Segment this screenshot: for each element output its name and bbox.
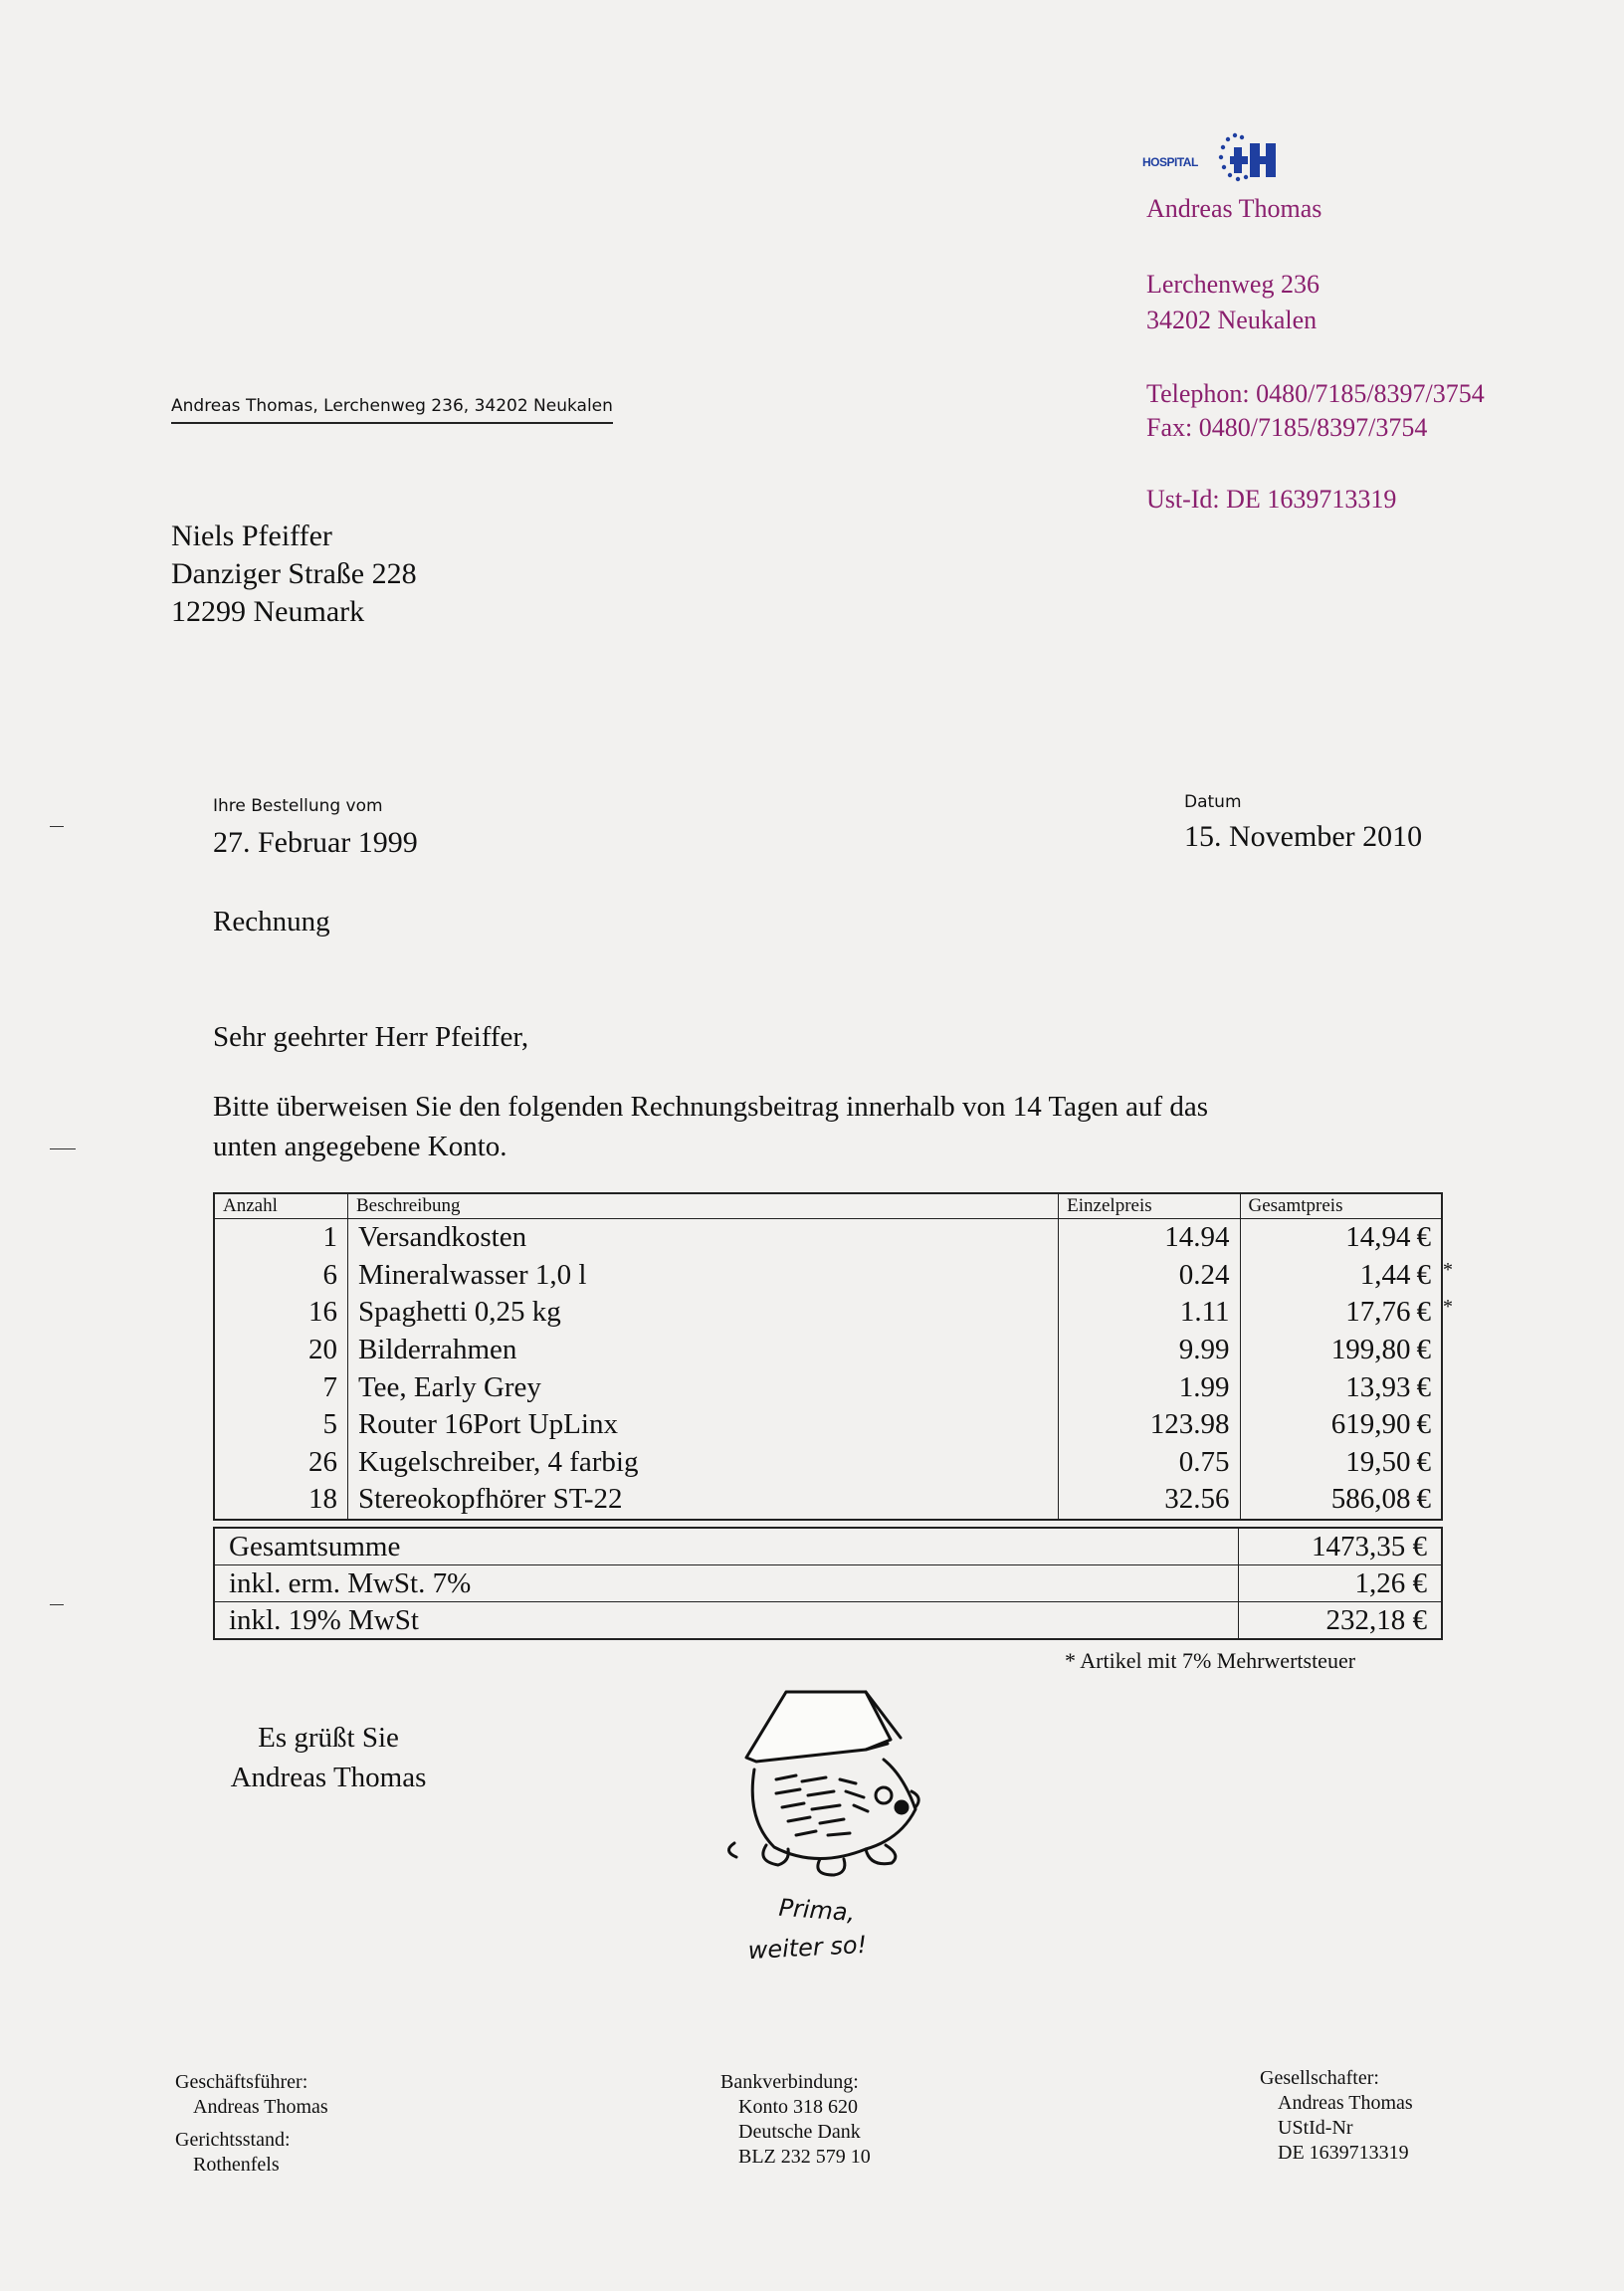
footer-court-label: Gerichtsstand:	[175, 2129, 291, 2151]
table-row	[214, 1219, 1442, 1257]
date-label: Datum	[1184, 792, 1242, 812]
cell-total-price	[1240, 1481, 1442, 1520]
table-row	[214, 1406, 1442, 1444]
cell-total-price	[1240, 1257, 1453, 1295]
euro-sign: €	[1416, 1296, 1431, 1329]
cell-quantity: 5	[214, 1406, 347, 1444]
cell-total-price	[1240, 1219, 1442, 1257]
cell-quantity: 18	[214, 1481, 347, 1520]
cell-total-price	[1240, 1368, 1442, 1406]
summary-row-vat19	[214, 1602, 1442, 1640]
vat19-label: inkl. 19% MwSt	[214, 1602, 1239, 1640]
closing-line-1: Es grüßt Sie	[258, 1722, 399, 1754]
footer-bank-label: Bankverbindung:	[720, 2071, 859, 2093]
recipient-city: 12299 Neumark	[171, 595, 365, 628]
item-rows	[214, 1219, 1453, 1520]
euro-sign: €	[1416, 1221, 1431, 1254]
stamp-text-2: weiter so!	[746, 1930, 868, 1966]
cell-description: Bilderrahmen	[347, 1332, 1058, 1369]
hospital-cross-icon	[1218, 131, 1280, 187]
reduced-vat-marker: *	[1443, 1296, 1453, 1319]
summary-table	[213, 1527, 1443, 1640]
recipient-name: Niels Pfeiffer	[171, 520, 332, 552]
euro-sign: €	[1416, 1258, 1431, 1291]
return-address: Andreas Thomas, Lerchenweg 236, 34202 Neukalen	[171, 396, 613, 424]
footer-partner-label: Gesellschafter:	[1260, 2067, 1379, 2089]
table-row	[214, 1368, 1442, 1406]
header-description: Beschreibung	[347, 1193, 1058, 1219]
footer-manager: Andreas Thomas	[193, 2096, 328, 2118]
cell-total-price	[1240, 1444, 1442, 1482]
header-unit-price: Einzelpreis	[1059, 1193, 1240, 1219]
body-line-1: Bitte überweisen Sie den folgenden Rechnungsbeitrag innerhalb von 14 Tagen auf das	[213, 1091, 1209, 1123]
cell-total-price	[1240, 1406, 1442, 1444]
order-date: 27. Februar 1999	[213, 826, 418, 859]
footer-blz: BLZ 232 579 10	[738, 2146, 871, 2168]
sender-street: Lerchenweg 236	[1146, 270, 1320, 299]
total-label: Gesamtsumme	[214, 1528, 1239, 1565]
stamp-text-1: Prima,	[777, 1893, 857, 1927]
hospital-logo	[1142, 131, 1290, 187]
euro-sign: €	[1416, 1483, 1431, 1516]
footer-left	[175, 2070, 328, 2178]
cell-description: Stereokopfhörer ST-22	[347, 1481, 1058, 1520]
cell-unit-price: 1.99	[1059, 1368, 1240, 1406]
reduced-vat-marker: *	[1443, 1258, 1453, 1281]
closing	[213, 1718, 444, 1797]
hedgehog-icon	[716, 1680, 955, 1969]
total-amount: 586,08	[1330, 1483, 1411, 1516]
body-line-2: unten angegebene Konto.	[213, 1131, 508, 1162]
vat7-value: 1,26 €	[1239, 1565, 1443, 1602]
hedgehog-stamp	[716, 1680, 955, 1973]
total-amount: 199,80	[1330, 1334, 1411, 1366]
items-table	[213, 1192, 1453, 1521]
sender-fax: Fax: 0480/7185/8397/3754	[1146, 413, 1428, 442]
cell-unit-price: 14.94	[1059, 1219, 1240, 1257]
cell-unit-price: 0.24	[1059, 1257, 1240, 1295]
table-row	[214, 1481, 1442, 1520]
cell-quantity: 7	[214, 1368, 347, 1406]
footer-court: Rothenfels	[193, 2154, 280, 2176]
cell-unit-price: 123.98	[1059, 1406, 1240, 1444]
total-value: 1473,35 €	[1239, 1528, 1443, 1565]
subject: Rechnung	[213, 906, 330, 937]
euro-sign: €	[1416, 1370, 1431, 1403]
cell-description: Mineralwasser 1,0 l	[347, 1257, 1058, 1295]
cell-description: Spaghetti 0,25 kg	[347, 1294, 1058, 1332]
cell-quantity: 20	[214, 1332, 347, 1369]
table-header-row	[214, 1193, 1442, 1219]
footer-partner: Andreas Thomas	[1278, 2092, 1413, 2114]
cell-quantity: 16	[214, 1294, 347, 1332]
euro-sign: €	[1416, 1408, 1431, 1441]
punch-mark	[50, 1148, 76, 1149]
sender-name: Andreas Thomas	[1146, 194, 1322, 223]
summary-row-vat7	[214, 1565, 1442, 1602]
cell-description: Tee, Early Grey	[347, 1368, 1058, 1406]
vat7-label: inkl. erm. MwSt. 7%	[214, 1565, 1239, 1602]
cell-quantity: 6	[214, 1257, 347, 1295]
cell-total-price	[1240, 1332, 1442, 1369]
summary-row-total	[214, 1528, 1442, 1565]
total-amount: 13,93	[1345, 1370, 1411, 1403]
salutation: Sehr geehrter Herr Pfeiffer,	[213, 1021, 529, 1053]
invoice-date: 15. November 2010	[1184, 820, 1423, 853]
fold-mark	[50, 1604, 64, 1605]
table-row	[214, 1294, 1442, 1332]
table-row	[214, 1332, 1442, 1369]
logo-wordmark: HOSPITAL	[1142, 155, 1198, 169]
recipient-address	[171, 518, 417, 631]
cell-unit-price: 1.11	[1059, 1294, 1240, 1332]
euro-sign: €	[1416, 1445, 1431, 1478]
footer-bank-name: Deutsche Dank	[738, 2121, 861, 2143]
total-amount: 619,90	[1330, 1408, 1411, 1441]
footer-manager-label: Geschäftsführer:	[175, 2071, 308, 2093]
closing-signature: Andreas Thomas	[230, 1762, 427, 1793]
table-row	[214, 1257, 1442, 1295]
cell-unit-price: 0.75	[1059, 1444, 1240, 1482]
order-date-label: Ihre Bestellung vom	[213, 796, 383, 816]
cell-quantity: 26	[214, 1444, 347, 1482]
sender-city: 34202 Neukalen	[1146, 306, 1318, 334]
cell-description: Router 16Port UpLinx	[347, 1406, 1058, 1444]
total-amount: 17,76	[1345, 1296, 1411, 1329]
cell-description: Kugelschreiber, 4 farbig	[347, 1444, 1058, 1482]
cell-quantity: 1	[214, 1219, 347, 1257]
fold-mark	[50, 826, 64, 827]
vat19-value: 232,18 €	[1239, 1602, 1443, 1640]
cell-unit-price: 9.99	[1059, 1332, 1240, 1369]
sender-telephone: Telephon: 0480/7185/8397/3754	[1146, 379, 1485, 408]
cell-unit-price: 32.56	[1059, 1481, 1240, 1520]
header-quantity: Anzahl	[214, 1193, 347, 1219]
euro-sign: €	[1416, 1334, 1431, 1366]
sender-ust-id: Ust-Id: DE 1639713319	[1146, 485, 1397, 514]
total-amount: 19,50	[1345, 1445, 1411, 1478]
footer-ustid: DE 1639713319	[1278, 2142, 1409, 2164]
footer-account: Konto 318 620	[738, 2096, 858, 2118]
footer-center	[720, 2070, 871, 2170]
cell-total-price	[1240, 1294, 1453, 1332]
cell-description: Versandkosten	[347, 1219, 1058, 1257]
total-amount: 1,44	[1359, 1258, 1411, 1291]
table-row	[214, 1444, 1442, 1482]
recipient-street: Danziger Straße 228	[171, 557, 417, 590]
vat-note: * Artikel mit 7% Mehrwertsteuer	[1065, 1648, 1356, 1673]
total-amount: 14,94	[1345, 1221, 1411, 1254]
footer-ustid-label: UStId-Nr	[1278, 2117, 1353, 2139]
header-total-price: Gesamtpreis	[1240, 1193, 1442, 1219]
footer-right	[1260, 2066, 1413, 2166]
